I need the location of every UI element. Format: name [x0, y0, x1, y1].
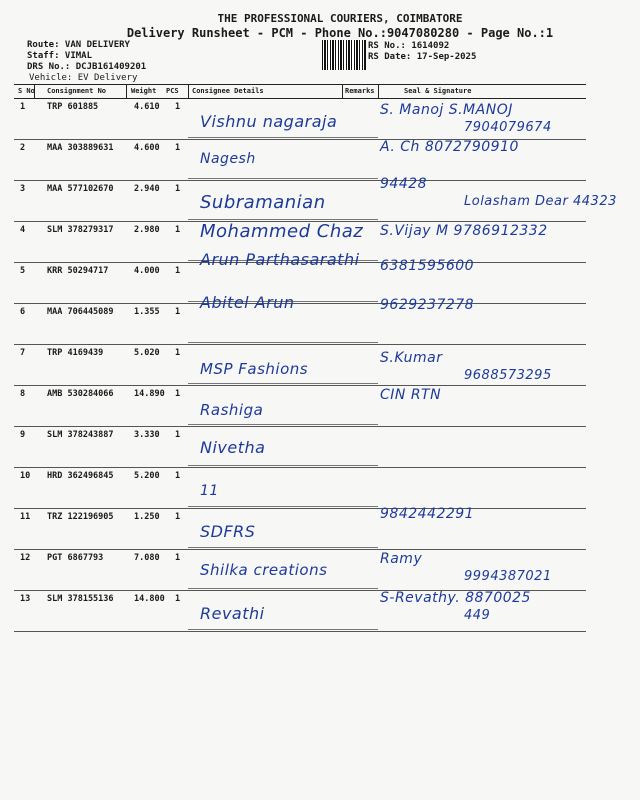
row-divider [14, 549, 586, 550]
consignee-handwriting: Mohammed Chaz [200, 221, 364, 242]
consignee-signature-line [188, 588, 378, 589]
row-sno: 12 [20, 553, 31, 563]
rs-date: RS Date: 17-Sep-2025 [368, 52, 477, 62]
seal-signature-handwriting: 9842442291 [380, 506, 475, 522]
row-consignment: MAA 706445089 [47, 307, 114, 317]
consignee-handwriting: Subramanian [200, 192, 326, 213]
company-title: THE PROFESSIONAL COURIERS, COIMBATORE [217, 12, 463, 25]
row-consignment: SLM 378155136 [47, 594, 114, 604]
row-pcs: 1 [175, 348, 181, 358]
consignee-signature-line [188, 178, 378, 179]
row-weight: 14.890 [134, 389, 165, 399]
consignee-signature-line [188, 342, 378, 343]
seal-signature-handwriting: S. Manoj S.MANOJ [380, 102, 513, 118]
barcode-image [322, 40, 366, 70]
consignee-handwriting: Revathi [200, 604, 265, 623]
seal-signature-phone: 9688573295 [464, 368, 552, 383]
row-consignment: AMB 530284066 [47, 389, 114, 399]
row-pcs: 1 [175, 553, 181, 563]
row-weight: 1.250 [134, 512, 160, 522]
seal-signature-phone: 449 [464, 608, 491, 623]
row-consignment: TRZ 122196905 [47, 512, 114, 522]
seal-signature-handwriting: 9629237278 [380, 297, 475, 313]
row-sno: 4 [20, 225, 26, 235]
table-top-border [14, 84, 586, 85]
row-sno: 8 [20, 389, 26, 399]
consignee-signature-line [188, 424, 378, 425]
row-pcs: 1 [175, 512, 181, 522]
row-sno: 2 [20, 143, 26, 153]
row-sno: 9 [20, 430, 26, 440]
consignee-signature-line [188, 547, 378, 548]
column-divider [188, 84, 189, 98]
seal-signature-handwriting: S-Revathy. 8870025 [380, 590, 531, 606]
seal-signature-handwriting: 6381595600 [380, 258, 475, 274]
consignee-handwriting: Nivetha [200, 438, 266, 457]
row-consignment: MAA 303889631 [47, 143, 114, 153]
consignee-handwriting: Abitel Arun [200, 293, 295, 312]
col-header-sno: S No [18, 87, 35, 95]
consignee-signature-line [188, 465, 378, 466]
route-label: Route: VAN DELIVERY [27, 40, 130, 50]
col-header-weight: Weight [131, 87, 157, 95]
runsheet-table [14, 84, 617, 644]
row-consignment: SLM 378243887 [47, 430, 114, 440]
header-bottom-border [14, 98, 586, 99]
consignee-handwriting: Nagesh [200, 151, 256, 167]
consignee-signature-line [188, 137, 378, 138]
runsheet-subtitle: Delivery Runsheet - PCM - Phone No.:9047080280 - Page No.:1 [126, 26, 554, 40]
row-weight: 5.020 [134, 348, 160, 358]
consignee-signature-line [188, 219, 378, 220]
col-header-remarks: Remarks [345, 87, 375, 95]
seal-signature-handwriting: A. Ch 8072790910 [380, 139, 519, 155]
staff-label: Staff: VIMAL [27, 51, 93, 61]
seal-signature-phone: Lolasham Dear 44323 [464, 194, 617, 209]
row-weight: 5.200 [134, 471, 160, 481]
row-consignment: SLM 378279317 [47, 225, 114, 235]
row-pcs: 1 [175, 102, 181, 112]
row-weight: 1.355 [134, 307, 160, 317]
seal-signature-handwriting: Ramy [380, 551, 423, 567]
row-divider [14, 631, 586, 632]
consignee-handwriting: Shilka creations [200, 561, 328, 579]
consignee-signature-line [188, 629, 378, 630]
row-sno: 5 [20, 266, 26, 276]
row-weight: 2.940 [134, 184, 160, 194]
row-sno: 1 [20, 102, 26, 112]
row-pcs: 1 [175, 307, 181, 317]
consignee-signature-line [188, 383, 378, 384]
row-divider [14, 385, 586, 386]
row-divider [14, 467, 586, 468]
row-pcs: 1 [175, 143, 181, 153]
row-sno: 3 [20, 184, 26, 194]
row-consignment: MAA 577102670 [47, 184, 114, 194]
row-divider [14, 508, 586, 509]
row-weight: 2.980 [134, 225, 160, 235]
row-consignment: PGT 6867793 [47, 553, 104, 563]
row-consignment: TRP 601885 [47, 102, 99, 112]
consignee-handwriting: SDFRS [200, 522, 256, 541]
col-header-seal: Seal & Signature [404, 87, 472, 95]
column-divider [126, 84, 127, 98]
seal-signature-handwriting: 94428 [380, 176, 428, 192]
consignee-handwriting: Vishnu nagaraja [200, 112, 338, 131]
row-sno: 11 [20, 512, 31, 522]
consignee-handwriting: Rashiga [200, 401, 264, 419]
consignee-handwriting: 11 [200, 483, 219, 499]
row-weight: 3.330 [134, 430, 160, 440]
consignee-signature-line [188, 506, 378, 507]
seal-signature-phone: 7904079674 [464, 120, 552, 135]
row-pcs: 1 [175, 266, 181, 276]
drs-number: DRS No.: DCJB161409201 [27, 62, 147, 72]
seal-signature-handwriting: S.Kumar [380, 350, 443, 366]
consignee-handwriting: Arun Parthasarathi [200, 250, 360, 269]
col-header-pcs: PCS [166, 87, 179, 95]
row-sno: 7 [20, 348, 26, 358]
col-header-consignee: Consignee Details [192, 87, 264, 95]
rs-number: RS No.: 1614092 [368, 41, 450, 51]
row-divider [14, 344, 586, 345]
row-consignment: TRP 4169439 [47, 348, 104, 358]
row-sno: 10 [20, 471, 31, 481]
row-weight: 4.000 [134, 266, 160, 276]
row-sno: 13 [20, 594, 31, 604]
row-divider [14, 180, 586, 181]
consignee-handwriting: MSP Fashions [200, 360, 309, 378]
row-consignment: HRD 362496845 [47, 471, 114, 481]
seal-signature-handwriting: S.Vijay M 9786912332 [380, 223, 548, 239]
row-pcs: 1 [175, 225, 181, 235]
row-pcs: 1 [175, 389, 181, 399]
vehicle-label: Vehicle: EV Delivery [29, 73, 138, 83]
column-divider [378, 84, 379, 98]
row-weight: 7.080 [134, 553, 160, 563]
row-pcs: 1 [175, 594, 181, 604]
row-divider [14, 426, 586, 427]
row-divider [14, 303, 586, 304]
row-pcs: 1 [175, 430, 181, 440]
row-weight: 14.800 [134, 594, 165, 604]
row-pcs: 1 [175, 184, 181, 194]
row-weight: 4.600 [134, 143, 160, 153]
row-sno: 6 [20, 307, 26, 317]
column-divider [342, 84, 343, 98]
row-consignment: KRR 50294717 [47, 266, 109, 276]
row-pcs: 1 [175, 471, 181, 481]
seal-signature-handwriting: CIN RTN [380, 387, 442, 403]
col-header-consignment: Consignment No [47, 87, 107, 95]
row-weight: 4.610 [134, 102, 160, 112]
seal-signature-phone: 9994387021 [464, 569, 552, 584]
